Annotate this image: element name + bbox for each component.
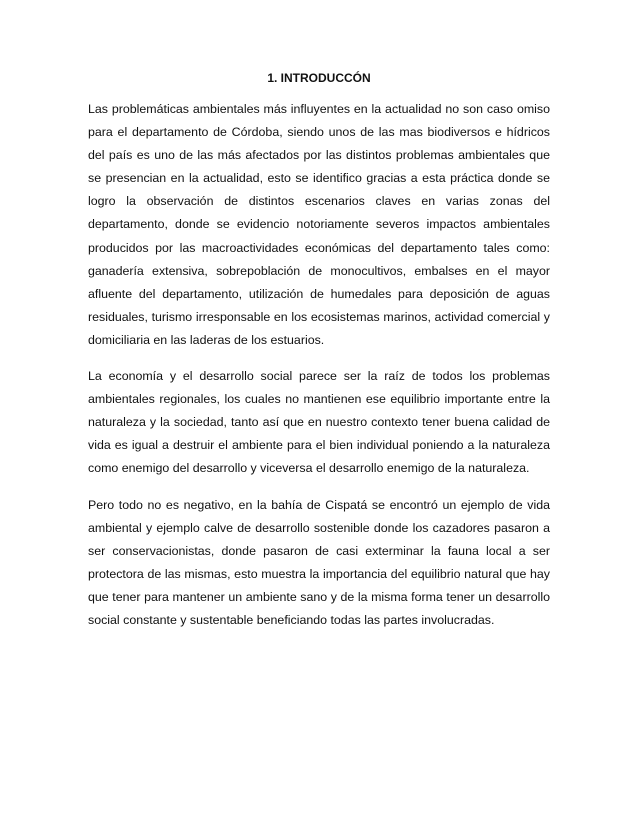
body-text bbox=[88, 98, 550, 645]
page-title: 1. INTRODUCCÓN bbox=[267, 71, 371, 85]
paragraph-1: Las problemáticas ambientales más influyentes en la actualidad no son caso omiso para el departamento de Córdoba, siendo unos de las mas biodiversos e hídricos del país es uno de las más afectados por las distintos problemas ambientales que se presencian en la actualidad, esto se identifico gracias a esta práctica donde se logro la observación de distintos escenarios claves en varias zonas del departamento, donde se evidencio notoriamente severos impactos ambientales producidos por las macroactividades económicas del departamento tales como: ganadería extensiva, sobrepoblación de monocultivos, embalses en el mayor afluente del departamento, utilización de humedales para deposición de aguas residuales, turismo irresponsable en los ecosistemas marinos, actividad comercial y domiciliaria en las laderas de los estuarios. bbox=[88, 102, 550, 347]
paragraph-3: Pero todo no es negativo, en la bahía de Cispatá se encontró un ejemplo de vida ambiental y ejemplo calve de desarrollo sostenible donde los cazadores pasaron a ser conservacionistas, donde pasaron de casi exterminar la fauna local a ser protectora de las mismas, esto muestra la importancia del equilibrio natural que hay que tener para mantener un ambiente sano y de la misma forma tener un desarrollo social constante y sustentable beneficiando todas las partes involucradas. bbox=[88, 497, 550, 627]
paragraph-2: La economía y el desarrollo social parece ser la raíz de todos los problemas ambientales regionales, los cuales no mantienen ese equilibrio importante entre la naturaleza y la sociedad, tanto así que en nuestro contexto tener buena calidad de vida es igual a destruir el ambiente para el bien individual poniendo a la naturaleza como enemigo del desarrollo y viceversa el desarrollo enemigo de la naturaleza. bbox=[88, 369, 550, 476]
